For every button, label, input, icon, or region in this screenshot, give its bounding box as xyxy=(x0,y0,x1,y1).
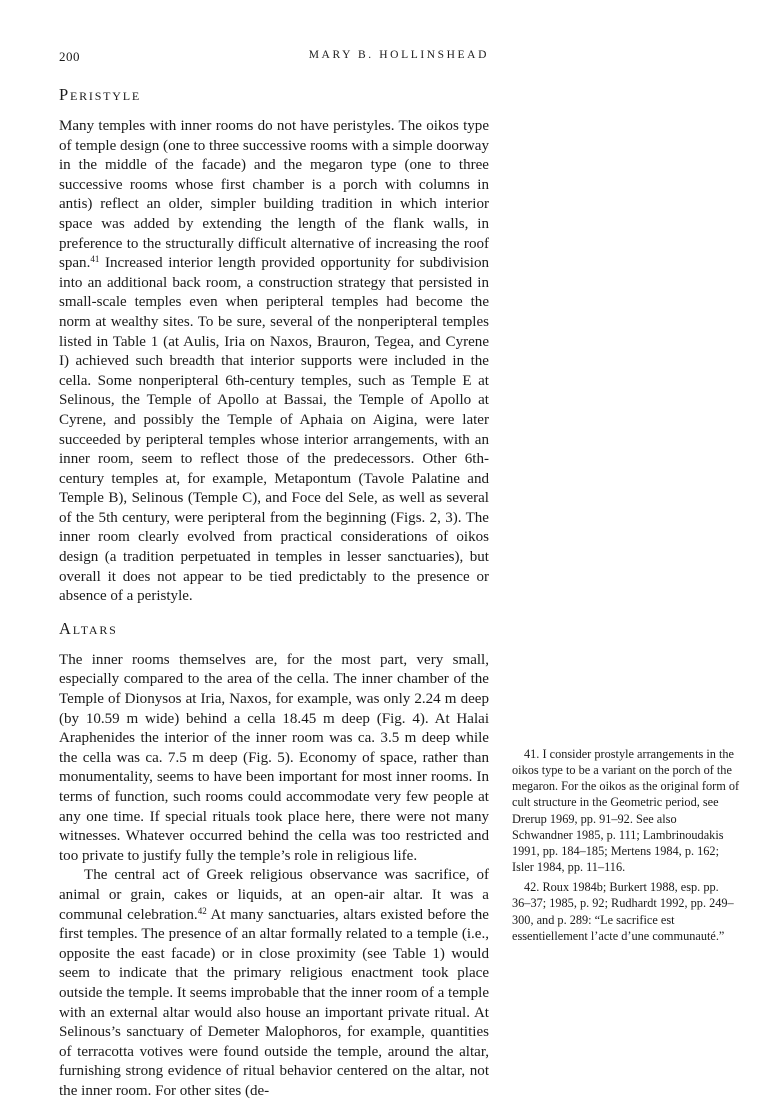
paragraph: The central act of Greek religious observance was sacrifice, of animal or grain, cakes or liquids, at an open-air altar. It was a communal celebration.$^{42}$ At many sanctuaries, altars existed before the first temples. The presence of an altar formally related to a temple (i.e., opposite the east facade) or in close proximity (see Table 1) would seem to indicate that the primary religious enactment took place outside the temple. It seems improbable that the inner room of a temple with an external altar would also house an important private ritual. At Selinous’s sanctuary of Demeter Malophoros, for example, quantities of terracotta votives were found outside the temple, around the altar, furnishing strong evidence of ritual behavior centered on the altar, not the inner room. For other sites (de- xyxy=(59,867,489,1099)
footnote-41: 41. I consider prostyle arrangements in the oikos type to be a variant on the porch of the megaron. For the oikos as the original form of cult structure in the Geometric period, see Drerup 1969, pp. 91–92. See also Schwandner 1985, p. 111; Lambrinoudakis 1991, pp. 184–185; Mertens 1984, p. 162; Isler 1984, pp. 11–116. xyxy=(512,747,740,875)
section-heading-peristyle: Peristyle xyxy=(59,85,142,104)
footnotes xyxy=(512,746,740,944)
paragraph: The inner rooms themselves are, for the most part, very small, especially compared to the area of the cella. The inner chamber of the Temple of Dionysos at Iria, Naxos, for example, was only 2.24 m deep (by 10.59 m wide) behind a cella 18.45 m deep (Fig. 4). At Halai Araphenides the interior of the inner room was ca. 3.5 m deep while the cella was ca. 7.5 m deep (Fig. 5). Economy of space, rather than monumentality, seems to have been important for most inner rooms. In terms of function, such rooms could accommodate very few people at any one time. If special rituals took place here, there were not many witnesses. Whatever occurred behind the cella was too restricted and too private to justify fully the temple’s role in religious life. xyxy=(59,651,489,864)
footnote-42: 42. Roux 1984b; Burkert 1988, esp. pp. 36–37; 1985, p. 92; Rudhardt 1992, pp. 249–300, and p. 289: “Le sacrifice est essentiellement l’acte d’une communauté.” xyxy=(512,880,734,943)
section-heading-altars: Altars xyxy=(59,618,118,638)
footnote-ref-41[interactable]: 41 xyxy=(90,254,100,265)
page-number: 200 xyxy=(59,49,80,64)
main-text-column xyxy=(59,85,489,1102)
running-head: MARY B. HOLLINSHEAD xyxy=(308,49,489,61)
footnote-ref-42[interactable]: 42 xyxy=(197,905,207,916)
paragraph: Many temples with inner rooms do not have peristyles. The oikos type of temple design (one to three successive rooms with a simple doorway in the middle of the facade) and the megaron type (one to three successive rooms whose first chamber is a porch with columns in antis) reflect an older, simpler building tradition in which interior space was added by extending the length of the flank walls, in preference to the structurally difficult alternative of increasing the roof span.$^{41}$ Increased interior length provided opportunity for subdivision into an additional back room, a construction strategy that persisted in small-scale temples even when peripteral temples had become the norm at wealthy sites. To be sure, several of the nonperipteral temples listed in Table 1 (at Aulis, Iria on Naxos, Brauron, Tegea, and Cyrene I) achieved such breadth that interior supports were included in the cella. Some nonperipteral 6th-century temples, such as Temple E at Selinous, the Temple of Apollo at Bassai, the Temple of Apollo at Cyrene, and possibly the Temple of Aphaia on Aigina, were later succeeded by peripteral temples whose interior arrangements, with an inner room, seem to reflect those of the predecessors. Other 6th-century temples at, for example, Metapontum (Tavole Palatine and Temple B), Selinous (Temple C), and Foce del Sele, as well as several of the 5th century, were peripteral from the beginning (Figs. 2, 3). The inner room clearly evolved from practical considerations of oikos design (a tradition perpetuated in temples in lesser sanctuaries), but overall it does not appear to be tied predictably to the presence or absence of a peristyle. xyxy=(59,118,489,605)
